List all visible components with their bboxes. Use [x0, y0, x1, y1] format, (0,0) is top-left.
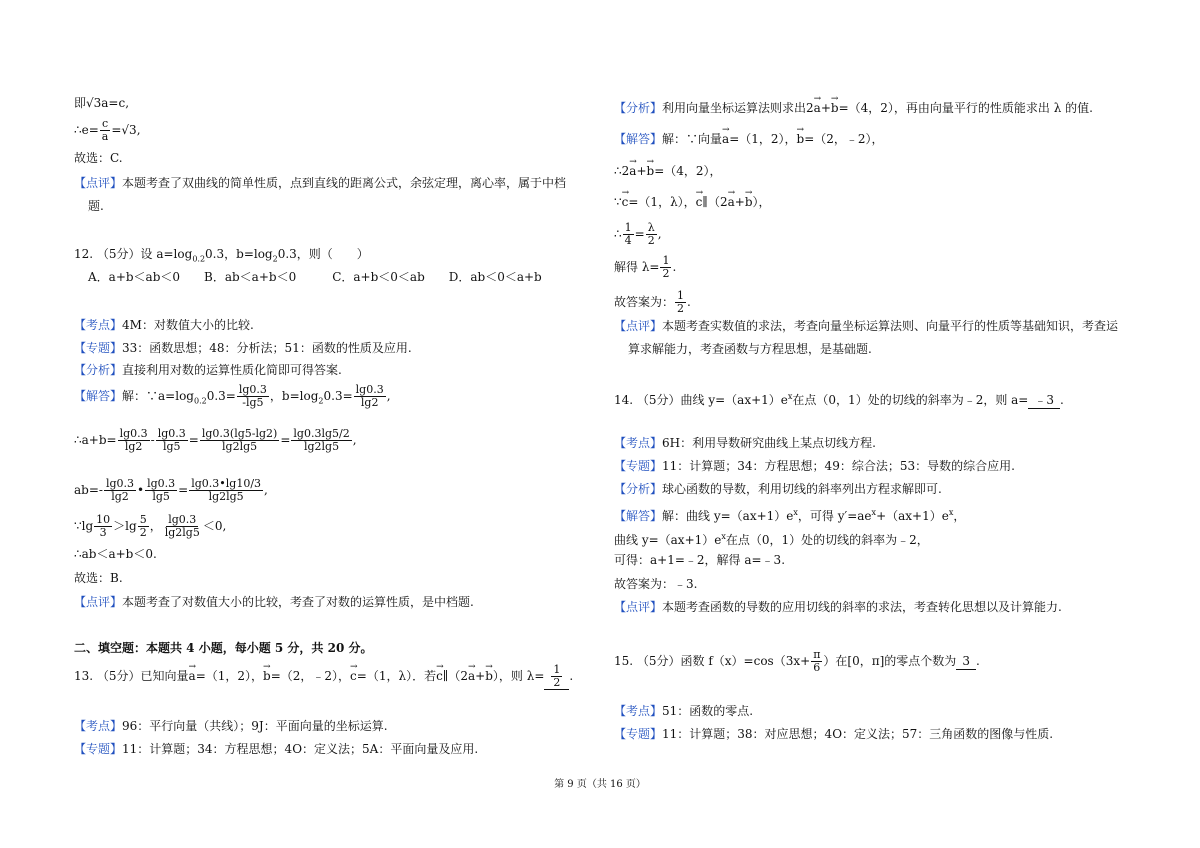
- dianping-line: 【点评】本题考查了对数值大小的比较，考查了对数的运算性质，是中档题.: [74, 595, 474, 609]
- kaodian-line: 【考点】96：平行向量（共线）；9J：平面向量的坐标运算.: [74, 719, 388, 733]
- solution-step: ∴a+b= $\frac{\lg 0.3}{\lg 2}$ - $\frac{\lg 0.3}{\lg 5}$ = $\frac{\lg 0.3(\lg 5-\lg 2)}{\lg 2\lg 5}$ = $\frac{\lg 0.3\lg 5/2}{\lg 2\lg 5}$ ,: [74, 427, 357, 453]
- tag-label: 【分析】: [74, 363, 123, 377]
- solution-step: 故答案为： $\frac{1}{2}$ .: [614, 289, 691, 315]
- jieda-line: 【解答】解：$\because a=\log_{0.2}0.3=$ $\frac{\lg 0.3}{-\lg 5}$ ，$b=\log_20.3=$ $\frac{\lg 0.3}{\lg 2}$ ,: [74, 383, 391, 409]
- zhuanti-line: 【专题】11：计算题；34：方程思想；49：综合法；53：导数的综合应用.: [614, 459, 1015, 473]
- tag-label: 【点评】: [614, 600, 663, 614]
- page-footer: 第 9 页（共 16 页）: [554, 779, 646, 790]
- tag-label: 【分析】: [614, 482, 663, 496]
- tag-label: 【解答】: [614, 132, 663, 146]
- text-line: 故选：B.: [74, 571, 123, 585]
- question-12: 12. （5分）设 $a=\log_{0.2}0.3$，$b=\log_20.3$，则（ ）: [74, 247, 369, 264]
- fenxi-line: 【分析】利用向量坐标运算法则求出2→ a+→ b=（4，2），再由向量平行的性质能求出 λ 的值.: [614, 100, 1093, 116]
- solution-step: 曲线 $y=(ax+1)e^x$在点（0，1）处的切线的斜率为﹣2，: [614, 532, 929, 547]
- tag-label: 【点评】: [74, 595, 123, 609]
- fraction: $\frac{c}{a}$: [101, 117, 109, 143]
- comment-line: [74, 175, 566, 191]
- fenxi-line: 【分析】球心函数的导数，利用切线的斜率列出方程求解即可.: [614, 482, 942, 496]
- tag-label: 【专题】: [74, 742, 123, 756]
- jieda-line: 【解答】解：∵向量→ a=（1，2），→ b=（2，﹣2），: [614, 131, 884, 147]
- tag-label: 【考点】: [614, 436, 663, 450]
- fenxi-line: 【分析】直接利用对数的运算性质化简即可得答案.: [74, 363, 342, 377]
- text-line: 题.: [88, 199, 104, 213]
- text-line: ∴ab＜a+b＜0.: [74, 547, 157, 561]
- zhuanti-line: 【专题】33：函数思想；48：分析法；51：函数的性质及应用.: [74, 341, 412, 355]
- zhuanti-line: 【专题】11：计算题；38：对应思想；4O：定义法；57：三角函数的图像与性质.: [614, 727, 1054, 741]
- text: 本题考查了双曲线的简单性质，点到直线的距离公式，余弦定理，离心率，属于中档: [122, 176, 567, 190]
- question-13: 13. （5分）已知向量→ a=（1，2），→ b=（2，﹣2），→ c=（1，λ）．若→ c∥（2→ a+→ b），则 λ= $\frac{1}{2}$ .: [74, 664, 573, 690]
- text-line: 即√3a=c,: [74, 96, 130, 110]
- text-line: [74, 118, 141, 143]
- tag-label: 【点评】: [74, 176, 123, 190]
- tag-label: 【点评】: [614, 319, 663, 333]
- tag-label: 【专题】: [74, 341, 123, 355]
- solution-step: ∴ $\frac{1}{4}$ = $\frac{\lambda}{2}$ ,: [614, 221, 662, 247]
- dianping-line: 【点评】本题考查函数的导数的应用切线的斜率的求法，考查转化思想以及计算能力.: [614, 600, 1062, 614]
- text: =√3,: [111, 123, 141, 137]
- tag-label: 【考点】: [614, 704, 663, 718]
- tag-label: 【考点】: [74, 318, 123, 332]
- kaodian-line: 【考点】4M：对数值大小的比较.: [74, 318, 254, 332]
- question-12-options: A．a+b＜ab＜0 B．ab＜a+b＜0 C．a+b＜0＜ab D．ab＜0＜a+b: [88, 270, 542, 284]
- solution-step: 故答案为：﹣3.: [614, 577, 698, 591]
- section-heading: 二、填空题：本题共 4 小题，每小题 5 分，共 20 分。: [74, 641, 373, 655]
- text-line: 算求解能力，考查函数与方程思想，是基础题.: [628, 342, 872, 356]
- tag-label: 【分析】: [614, 101, 663, 115]
- question-15: 15. （5分）函数 f（x）=cos（3x+ $\frac{\pi}{6}$ ）在[0，π]的零点个数为 3 .: [614, 648, 980, 674]
- solution-step: 解得 λ= $\frac{1}{2}$ .: [614, 254, 677, 280]
- text-line: 故选：C.: [74, 151, 123, 165]
- tag-label: 【考点】: [74, 719, 123, 733]
- answer-blank: ﹣3: [1028, 392, 1060, 409]
- solution-step: ∵→ c=（1，λ），→ c∥（2→ a+→ b），: [614, 194, 771, 210]
- jieda-line: 【解答】解：曲线 $y=(ax+1)e^x$，可得 $y'=ae^x+(ax+1)e^x$，: [614, 508, 966, 523]
- dianping-line: 【点评】本题考查实数值的求法，考查向量坐标运算法则、向量平行的性质等基础知识，考查运: [614, 319, 1119, 333]
- tag-label: 【解答】: [74, 389, 123, 403]
- solution-step: ∴2→ a+→ b=（4，2），: [614, 163, 722, 179]
- tag-label: 【专题】: [614, 459, 663, 473]
- solution-step: ab=- $\frac{\lg 0.3}{\lg 2}$ • $\frac{\lg 0.3}{\lg 5}$ = $\frac{\lg 0.3•\lg 10/3}{\lg 2\lg 5}$ ,: [74, 477, 268, 503]
- answer-blank: 3: [956, 653, 976, 670]
- solution-step: 可得：a+1=﹣2，解得 a=﹣3.: [614, 553, 786, 567]
- question-14: 14. （5分）曲线 $y=(ax+1)e^x$在点（0，1）处的切线的斜率为﹣2，则 a= ﹣3 .: [614, 392, 1064, 407]
- solution-step: ∵lg $\frac{10}{3}$ ＞lg $\frac{5}{2}$ ， $\frac{\lg 0.3}{\lg 2\lg 5}$ ＜0,: [74, 513, 227, 539]
- zhuanti-line: 【专题】11：计算题；34：方程思想；4O：定义法；5A：平面向量及应用.: [74, 742, 479, 756]
- tag-label: 【解答】: [614, 509, 663, 523]
- kaodian-line: 【考点】51：函数的零点.: [614, 704, 754, 718]
- kaodian-line: 【考点】6H：利用导数研究曲线上某点切线方程.: [614, 436, 876, 450]
- answer-blank: $\frac{1}{2}$: [544, 664, 569, 690]
- text: ∴e=: [74, 123, 99, 137]
- tag-label: 【专题】: [614, 727, 663, 741]
